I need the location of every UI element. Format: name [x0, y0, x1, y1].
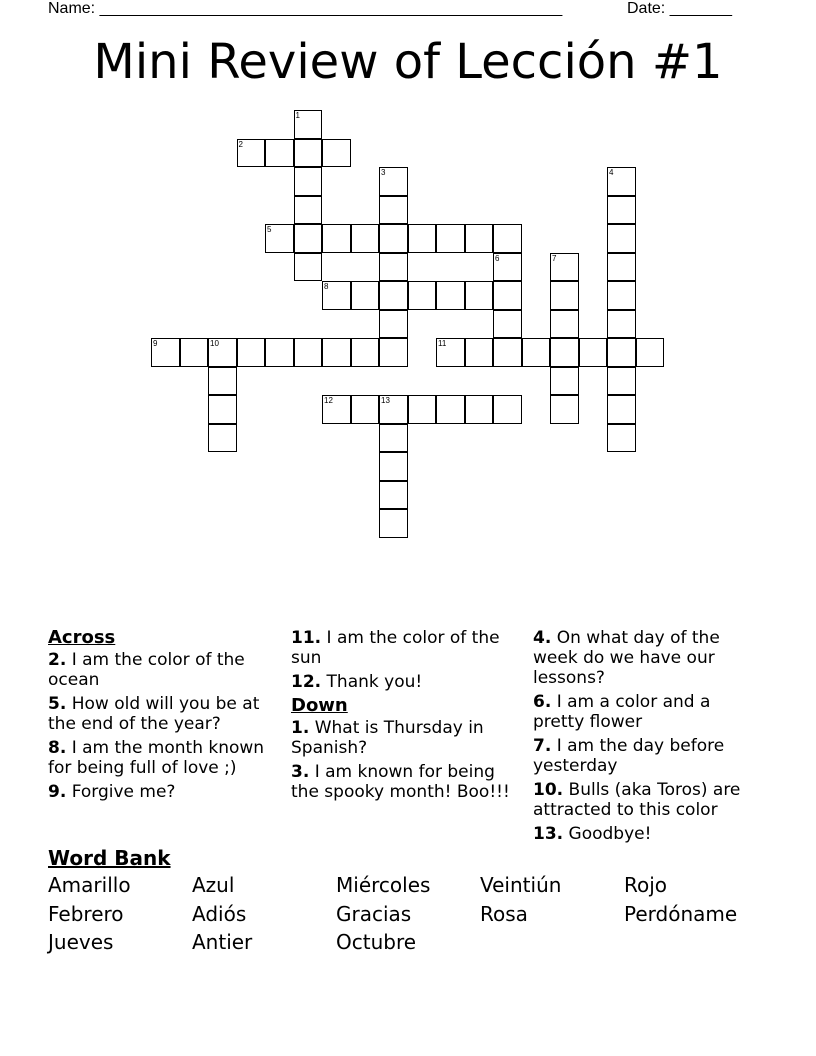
crossword-cell[interactable]: [493, 281, 522, 310]
crossword-cell[interactable]: [208, 424, 237, 453]
name-field-line: Name: ____________________________________________________: [48, 0, 563, 17]
crossword-cell[interactable]: [294, 110, 323, 139]
cell-number: 7: [552, 253, 557, 263]
crossword-cell[interactable]: [379, 253, 408, 282]
clues-column-2: [291, 628, 523, 806]
crossword-cell[interactable]: [208, 338, 237, 367]
crossword-cell[interactable]: [322, 139, 351, 168]
cell-number: 10: [210, 339, 219, 348]
crossword-cell[interactable]: [493, 310, 522, 339]
crossword-cell[interactable]: [379, 452, 408, 481]
word-bank-item: Amarillo: [48, 873, 131, 897]
word-bank-item: Octubre: [336, 930, 417, 954]
crossword-cell[interactable]: [322, 281, 351, 310]
crossword-cell[interactable]: [379, 281, 408, 310]
clue-down-13: 13. Goodbye!: [533, 824, 652, 844]
crossword-cell[interactable]: [379, 481, 408, 510]
crossword-cell[interactable]: [265, 338, 294, 367]
word-bank-item: Perdóname: [624, 902, 738, 926]
clue-down-4: 4. On what day of the week do we have our lessons?: [533, 628, 720, 688]
crossword-cell[interactable]: [522, 338, 551, 367]
word-bank-item: Azul: [192, 873, 235, 897]
crossword-cell[interactable]: [550, 253, 579, 282]
clue-across-11: 11. I am the color of the sun: [291, 628, 500, 668]
crossword-cell[interactable]: [237, 338, 266, 367]
clue-across-9: 9. Forgive me?: [48, 782, 176, 802]
word-bank-item: Rojo: [624, 873, 668, 897]
across-heading: Across: [48, 627, 116, 648]
word-bank-item: Rosa: [480, 902, 528, 926]
clue-across-8: 8. I am the month known for being full of love ;): [48, 738, 265, 778]
crossword-cell[interactable]: [294, 253, 323, 282]
word-bank-item: Jueves: [48, 930, 114, 954]
crossword-cell[interactable]: [294, 167, 323, 196]
crossword-cell[interactable]: [550, 281, 579, 310]
cell-number: 12: [324, 396, 333, 405]
clue-down-7: 7. I am the day before yesterday: [533, 736, 725, 776]
clue-down-6: 6. I am a color and a pretty flower: [533, 692, 711, 732]
crossword-cell[interactable]: [550, 395, 579, 424]
crossword-cell[interactable]: [351, 338, 380, 367]
crossword-cell[interactable]: [607, 196, 636, 225]
clues-column-3: [533, 628, 765, 848]
crossword-cell[interactable]: [493, 224, 522, 253]
word-bank-item: Febrero: [48, 902, 124, 926]
crossword-cell[interactable]: [436, 395, 465, 424]
crossword-cell[interactable]: [493, 253, 522, 282]
crossword-cell[interactable]: [550, 310, 579, 339]
clue-across-5: 5. How old will you be at the end of the year?: [48, 694, 260, 734]
crossword-cell[interactable]: [351, 281, 380, 310]
crossword-cell[interactable]: [636, 338, 665, 367]
crossword-cell[interactable]: [493, 395, 522, 424]
crossword-cell[interactable]: [322, 224, 351, 253]
cell-number: 3: [381, 168, 386, 177]
crossword-cell[interactable]: [436, 281, 465, 310]
crossword-cell[interactable]: [408, 395, 437, 424]
cell-number: 9: [153, 339, 158, 348]
crossword-cell[interactable]: [607, 167, 636, 196]
crossword-cell[interactable]: [208, 395, 237, 424]
crossword-cell[interactable]: [294, 338, 323, 367]
clue-across-2: 2. I am the color of the ocean: [48, 650, 245, 690]
clue-down-1: 1. What is Thursday in Spanish?: [291, 718, 484, 758]
clue-down-10: 10. Bulls (aka Toros) are attracted to this color: [533, 780, 741, 820]
down-heading: Down: [291, 695, 348, 716]
crossword-cell[interactable]: [208, 367, 237, 396]
cell-number: 1: [295, 111, 300, 120]
cell-number: 13: [381, 396, 390, 405]
crossword-cell[interactable]: [436, 338, 465, 367]
crossword-cell[interactable]: [379, 424, 408, 453]
clues-column-1: [48, 628, 280, 806]
crossword-cell[interactable]: [351, 224, 380, 253]
crossword-cell[interactable]: [465, 338, 494, 367]
crossword-cell[interactable]: [493, 338, 522, 367]
crossword-cell[interactable]: [607, 310, 636, 339]
crossword-cell[interactable]: [379, 224, 408, 253]
crossword-cell[interactable]: [294, 139, 323, 168]
crossword-cell[interactable]: [265, 224, 294, 253]
word-bank-item: Gracias: [336, 902, 412, 926]
page-title: Mini Review of Lección #1: [93, 34, 723, 90]
crossword-cell[interactable]: [607, 224, 636, 253]
crossword-cell[interactable]: [379, 196, 408, 225]
cell-number: 11: [438, 339, 447, 348]
crossword-cell[interactable]: [151, 338, 180, 367]
word-bank-item: Adiós: [192, 902, 247, 926]
word-bank-title: Word Bank: [48, 846, 171, 870]
crossword-cell[interactable]: [607, 424, 636, 453]
crossword-cell[interactable]: [379, 338, 408, 367]
date-field-line: Date: _______: [627, 0, 732, 17]
crossword-cell[interactable]: [408, 224, 437, 253]
crossword-cell[interactable]: [379, 509, 408, 538]
crossword-cell[interactable]: [379, 395, 408, 424]
crossword-cell[interactable]: [607, 281, 636, 310]
cell-number: 4: [609, 168, 614, 177]
crossword-cell[interactable]: [322, 338, 351, 367]
clue-across-12: 12. Thank you!: [291, 672, 423, 692]
crossword-cell[interactable]: [408, 281, 437, 310]
word-bank-item: Veintiún: [480, 873, 562, 897]
crossword-cell[interactable]: [265, 139, 294, 168]
crossword-cell[interactable]: [465, 224, 494, 253]
crossword-cell[interactable]: [465, 281, 494, 310]
crossword-cell[interactable]: [180, 338, 209, 367]
crossword-cell[interactable]: [294, 224, 323, 253]
crossword-cell[interactable]: [294, 196, 323, 225]
crossword-cell[interactable]: [550, 367, 579, 396]
crossword-cell[interactable]: [550, 338, 579, 367]
crossword-cell[interactable]: [237, 139, 266, 168]
clue-down-3: 3. I am known for being the spooky month! Boo!!!: [291, 762, 510, 802]
cell-number: 6: [495, 253, 500, 263]
crossword-cell[interactable]: [379, 167, 408, 196]
crossword-cell[interactable]: [379, 310, 408, 339]
word-bank-item: Miércoles: [336, 873, 431, 897]
crossword-cell[interactable]: [607, 367, 636, 396]
crossword-cell[interactable]: [436, 224, 465, 253]
crossword-cell[interactable]: [607, 395, 636, 424]
crossword-cell[interactable]: [607, 338, 636, 367]
cell-number: 5: [267, 225, 272, 234]
word-bank-item: Antier: [192, 930, 253, 954]
crossword-cell[interactable]: [351, 395, 380, 424]
cell-number: 2: [238, 139, 243, 149]
crossword-cell[interactable]: [322, 395, 351, 424]
crossword-cell[interactable]: [607, 253, 636, 282]
crossword-cell[interactable]: [579, 338, 608, 367]
crossword-cell[interactable]: [465, 395, 494, 424]
cell-number: 8: [324, 282, 329, 291]
